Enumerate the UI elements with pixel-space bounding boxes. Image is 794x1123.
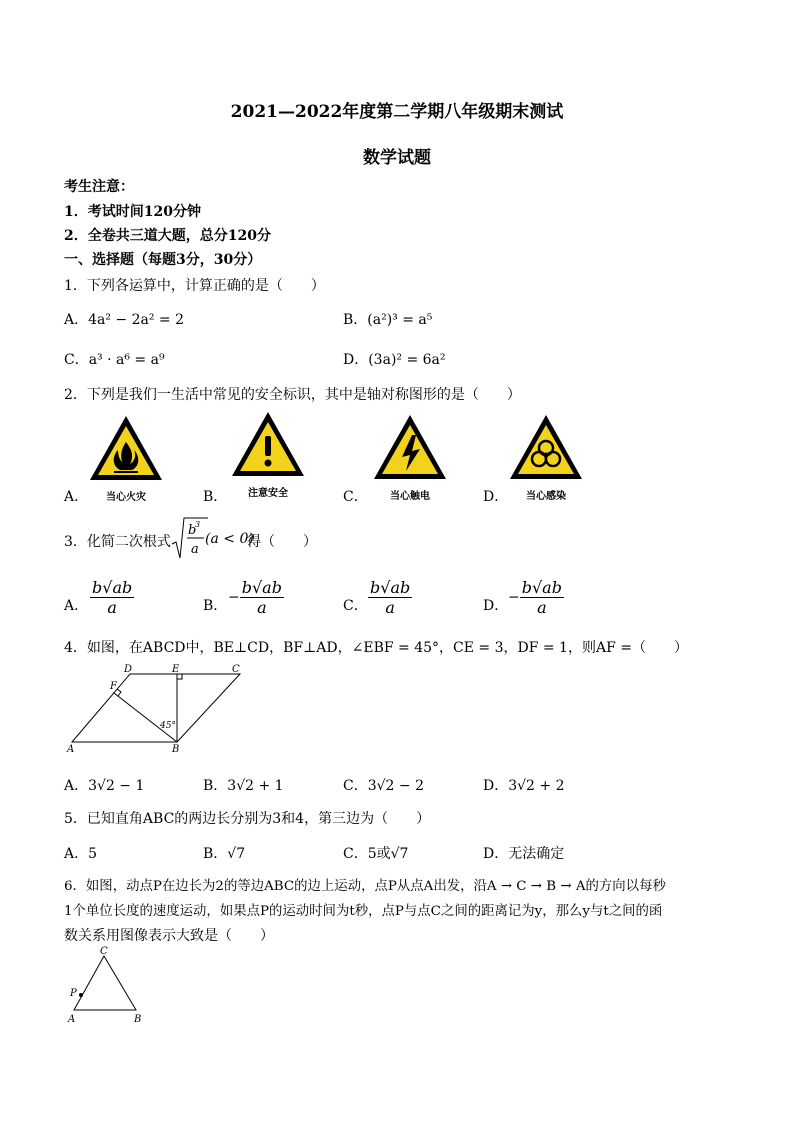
q6-line-3: 数关系用图像表示大致是（ ） <box>64 928 274 944</box>
q5-option-d: D．无法确定 <box>483 846 565 862</box>
q4-label-angle: 45° <box>160 721 176 731</box>
q2-option-a-letter: A． <box>64 489 89 505</box>
q1-stem: 1．下列各运算中，计算正确的是（ ） <box>64 278 325 294</box>
q5-stem: 5．已知直角ABC的两边长分别为3和4，第三边为（ ） <box>64 811 431 827</box>
q6-label-a: A <box>68 1014 76 1025</box>
q2-option-c-letter: C． <box>343 489 368 505</box>
q4-label-a: A <box>67 744 75 754</box>
q5-option-b: B．√7 <box>203 846 246 862</box>
notice-item-2: 2．全卷共三道大题，总分120分 <box>64 228 271 244</box>
q3-c-numerator: b√ab <box>370 578 411 597</box>
q3-d-numerator: b√ab <box>521 578 562 597</box>
q3-a-denominator: a <box>107 598 117 617</box>
notice-item-1: 1．考试时间120分钟 <box>64 204 201 220</box>
fire-warning-icon <box>88 414 164 484</box>
q4-label-b: B <box>172 744 180 754</box>
q4-label-f: F <box>110 681 117 692</box>
q3-d-denominator: a <box>537 598 547 617</box>
electric-shock-warning-icon <box>372 413 448 483</box>
q2-caption-a: 当心火灾 <box>106 492 146 503</box>
q3-option-a-letter: A． <box>64 598 89 614</box>
q3-option-c-letter: C． <box>343 598 368 614</box>
q6-line-2: 1个单位长度的速度运动，如果点P的运动时间为t秒，点P与点C之间的距离记为y，那么y与t之间的函 <box>64 904 663 919</box>
exclamation-warning-icon <box>230 410 306 480</box>
q3-c-denominator: a <box>385 598 395 617</box>
q6-label-p: P <box>70 988 77 999</box>
q6-label-c: C <box>100 946 108 957</box>
q2-sign-b <box>230 410 306 499</box>
q2-sign-d <box>508 413 584 502</box>
q6-figure <box>64 944 154 1030</box>
q3-b-numerator: b√ab <box>241 578 282 597</box>
q4-option-c: C．3√2 − 2 <box>343 778 424 794</box>
q2-sign-a <box>88 414 164 503</box>
q3-option-a-fraction <box>90 578 134 617</box>
q4-label-c: C <box>232 664 240 675</box>
q3-option-b-fraction: − $\frac{b√ab}{a}$ <box>228 578 282 617</box>
q2-caption-d: 当心感染 <box>526 491 566 502</box>
section-heading: 一、选择题（每题3分，30分） <box>64 252 262 268</box>
q2-caption-c: 当心触电 <box>390 491 430 502</box>
q4-option-a: A．3√2 − 1 <box>64 778 145 794</box>
q2-stem: 2．下列是我们一生活中常见的安全标识，其中是轴对称图形的是（ ） <box>64 387 521 403</box>
q2-sign-c <box>372 413 448 502</box>
biohazard-warning-icon <box>508 413 584 483</box>
q1-option-b: B．(a²)³ = a⁵ <box>343 312 433 328</box>
q2-option-d-letter: D． <box>483 489 509 505</box>
q3-stem-suffix: 得（ ） <box>247 534 317 550</box>
q3-option-c-fraction <box>368 578 412 617</box>
page-title: 2021—2022年度第二学期八年级期末测试 <box>230 102 564 122</box>
notice-heading: 考生注意： <box>64 179 134 195</box>
svg-text:a: a <box>191 542 199 557</box>
q3-a-numerator: b√ab <box>92 578 133 597</box>
q1-option-d: D．(3a)² = 6a² <box>343 352 446 368</box>
q4-label-d: D <box>124 664 133 675</box>
svg-text:b: b <box>188 523 197 538</box>
q5-option-c: C．5或√7 <box>343 846 409 862</box>
q4-figure <box>62 662 252 758</box>
q2-caption-b: 注意安全 <box>248 488 288 499</box>
q4-label-e: E <box>172 664 180 675</box>
q6-line-1: 6．如图，动点P在边长为2的等边ABC的边上运动，点P从点A出发，沿A → C → B → A的方向以每秒 <box>64 879 666 894</box>
q3-stem-prefix: 3．化简二次根式 <box>64 534 171 550</box>
q3-option-b-letter: B． <box>203 598 228 614</box>
q3-radical <box>170 516 208 564</box>
q4-option-b: B．3√2 + 1 <box>203 778 284 794</box>
q3-option-d-fraction: − $\frac{b√ab}{a}$ <box>508 578 562 617</box>
q6-label-b: B <box>134 1014 142 1025</box>
q2-option-b-letter: B． <box>203 489 228 505</box>
q3-option-d-letter: D． <box>483 598 509 614</box>
page-subtitle: 数学试题 <box>363 148 431 168</box>
q4-stem: 4．如图，在ABCD中，BE⊥CD，BF⊥AD，∠EBF = 45°，CE = 3，DF = 1，则AF =（ ） <box>64 640 688 656</box>
q3-b-denominator: a <box>257 598 267 617</box>
q5-option-a: A．5 <box>64 846 98 862</box>
q1-option-a: A．4a² − 2a² = 2 <box>64 312 185 328</box>
q3-condition: (a < 0) <box>205 531 254 547</box>
q1-option-c: C．a³ · a⁶ = a⁹ <box>64 352 165 368</box>
svg-text:3: 3 <box>195 520 201 529</box>
q4-option-d: D．3√2 + 2 <box>483 778 565 794</box>
